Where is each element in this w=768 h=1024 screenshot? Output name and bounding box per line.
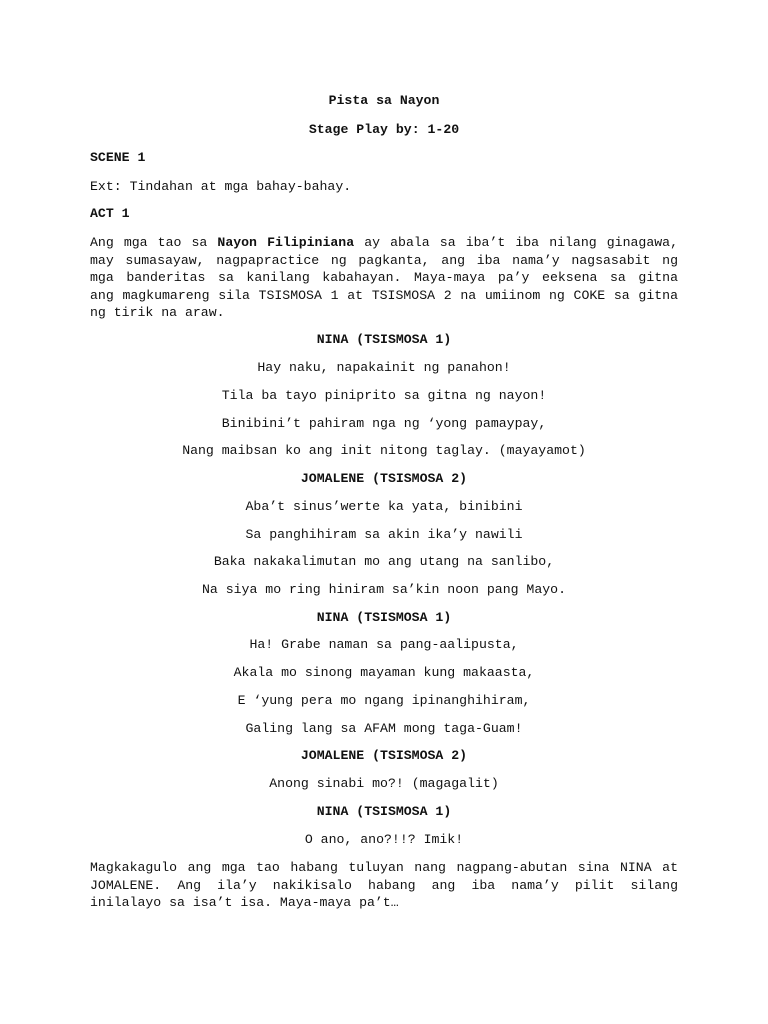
- speaker-name: JOMALENE (TSISMOSA 2): [300, 748, 468, 763]
- dialogue-line: Sa panghihiram sa akin ika’y nawili: [245, 527, 523, 542]
- intro-row: ang magkumareng sila TSISMOSA 1 at TSISMOSA 2 na umiinom ng COKE sa gitna: [90, 287, 678, 303]
- dialogue-line: Anong sinabi mo?! (magagalit): [269, 776, 499, 791]
- setting-line: Ext: Tindahan at mga bahay-bahay.: [90, 179, 352, 194]
- intro-row-0: ay abala sa iba’t iba nilang ginagawa,: [354, 235, 678, 250]
- dialogue-line: E ‘yung pera mo ngang ipinanghihiram,: [237, 693, 531, 708]
- intro-row: may sumasayaw, nagpapractice ng pagkanta, ang iba nama’y nagsasabit ng: [90, 252, 678, 268]
- closing-row: inilalayo sa isa’t isa. Maya-maya pa’t…: [90, 895, 399, 910]
- dialogue-line: Akala mo sinong mayaman kung makaasta,: [233, 665, 535, 680]
- dialogue-line: Binibini’t pahiram nga ng ‘yong pamaypay,: [221, 416, 547, 431]
- intro-row: [90, 234, 678, 252]
- closing-row: JOMALENE. Ang ila’y nakikisalo habang ang iba nama’y pilit silang: [90, 877, 678, 893]
- play-title: Pista sa Nayon: [328, 93, 440, 108]
- dialogue-line: Ha! Grabe naman sa pang-aalipusta,: [249, 637, 519, 652]
- intro-row: mga banderitas sa kanilang kabahayan. Maya-maya pa’y eeksena sa gitna: [90, 270, 678, 285]
- intro-row: ng tirik na araw.: [90, 305, 225, 320]
- dialogue-line: Hay naku, napakainit ng panahon!: [257, 360, 511, 375]
- dialogue-line: Galing lang sa AFAM mong taga-Guam!: [245, 721, 523, 736]
- act-heading: ACT 1: [90, 206, 130, 221]
- scene-heading: SCENE 1: [90, 150, 146, 165]
- dialogue-line: Nang maibsan ko ang init nitong taglay. (mayayamot): [182, 443, 586, 458]
- intro-paragraph: [90, 234, 678, 322]
- speaker-name: NINA (TSISMOSA 1): [316, 804, 452, 819]
- dialogue-line: Tila ba tayo piniprito sa gitna ng nayon!: [221, 388, 547, 403]
- play-byline: Stage Play by: 1-20: [308, 122, 460, 137]
- speaker-name: NINA (TSISMOSA 1): [316, 610, 452, 625]
- closing-paragraph: [90, 859, 678, 912]
- dialogue-line: Na siya mo ring hiniram sa’kin noon pang Mayo.: [201, 582, 567, 597]
- intro-pre: Ang mga tao sa: [90, 235, 218, 250]
- speaker-name: JOMALENE (TSISMOSA 2): [300, 471, 468, 486]
- dialogue-line: Baka nakakalimutan mo ang utang na sanlibo,: [213, 554, 555, 569]
- dialogue-line: Aba’t sinus’werte ka yata, binibini: [245, 499, 523, 514]
- closing-row: Magkakagulo ang mga tao habang tuluyan nang nagpang-abutan sina NINA at: [90, 860, 678, 875]
- intro-bold: Nayon Filipiniana: [217, 235, 355, 250]
- dialogue-line: O ano, ano?!!? Imik!: [304, 832, 464, 847]
- speaker-name: NINA (TSISMOSA 1): [316, 332, 452, 347]
